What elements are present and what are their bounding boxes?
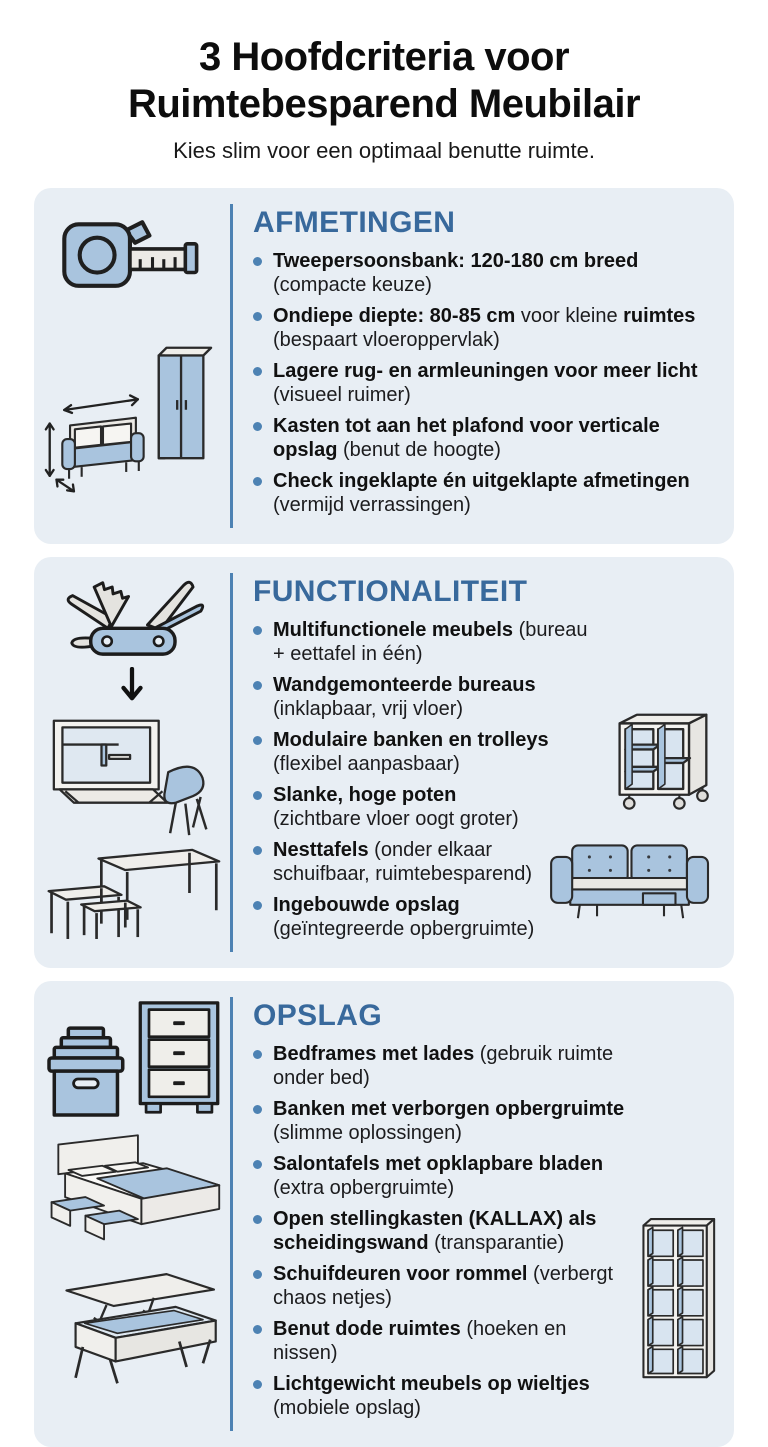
section-heading: AFMETINGEN bbox=[253, 205, 456, 239]
bullet-item bbox=[253, 1317, 626, 1365]
arrow-down-icon bbox=[119, 667, 145, 703]
bullet-text: Slanke, hoge poten (zichtbare vloer oogt groter) bbox=[273, 783, 519, 830]
bed-with-drawers-icon bbox=[38, 1131, 226, 1253]
bullet-item bbox=[253, 249, 716, 297]
bullet-item bbox=[253, 783, 538, 831]
page-subtitle: Kies slim voor een optimaal benutte ruimte. bbox=[173, 137, 595, 163]
swiss-army-knife-icon bbox=[48, 575, 216, 661]
title-line-2: Ruimtebesparend Meubilair bbox=[127, 81, 641, 126]
measuring-tape-icon bbox=[57, 212, 207, 292]
bullet-item bbox=[253, 618, 598, 666]
title-line-1: 3 Hoofdcriteria voor bbox=[198, 35, 570, 79]
bullet-text: Lichtgewicht meubels op wieltjes (mobiele opslag) bbox=[273, 1372, 590, 1419]
bullet-item bbox=[253, 469, 716, 517]
sofa-dimensions-icon bbox=[41, 384, 163, 496]
afmetingen-bullets bbox=[253, 249, 716, 517]
bullet-dot bbox=[253, 1215, 262, 1224]
section-afmetingen bbox=[34, 188, 734, 544]
bullet-text: Wandgemonteerde bureaus (inklapbaar, vrij vloer) bbox=[273, 673, 536, 720]
bullet-item bbox=[253, 304, 716, 352]
bullet-text: Modulaire banken en trolleys (flexibel aanpasbaar) bbox=[273, 728, 549, 775]
bullet-dot bbox=[253, 312, 262, 321]
bullet-dot bbox=[253, 736, 262, 745]
functionaliteit-illustrations bbox=[34, 557, 230, 968]
bullet-item bbox=[253, 673, 598, 721]
bullet-item bbox=[253, 414, 716, 462]
bullet-dot bbox=[253, 846, 262, 855]
bullet-dot bbox=[253, 626, 262, 635]
bullet-dot bbox=[253, 1380, 262, 1389]
bullet-text: Ingebouwde opslag (geïntegreerde opbergruimte) bbox=[273, 893, 535, 940]
bullet-dot bbox=[253, 681, 262, 690]
opslag-content bbox=[230, 997, 734, 1431]
bullet-text: Check ingeklapte én uitgeklapte afmetingen (vermijd verrassingen) bbox=[273, 469, 690, 516]
bullet-text: Multifunctionele meubels (bureau + eettafel in één) bbox=[273, 618, 588, 665]
bullet-dot bbox=[253, 791, 262, 800]
bullet-text: Banken met verborgen opbergruimte (slimme oplossingen) bbox=[273, 1097, 625, 1144]
section-heading: FUNCTIONALITEIT bbox=[253, 574, 528, 608]
shelf-trolley-icon bbox=[608, 708, 716, 814]
bullet-text: Open stellingkasten (KALLAX) als scheidingswand (transparantie) bbox=[273, 1207, 597, 1254]
kallax-shelf-icon bbox=[636, 1214, 716, 1386]
bullet-dot bbox=[253, 901, 262, 910]
bullet-text: Tweepersoonsbank: 120-180 cm breed (compacte keuze) bbox=[273, 249, 639, 296]
bullet-dot bbox=[253, 477, 262, 486]
bullet-dot bbox=[253, 1160, 262, 1169]
sofa-icon bbox=[546, 834, 716, 922]
section-heading: OPSLAG bbox=[253, 998, 383, 1032]
bullet-item bbox=[253, 1372, 626, 1420]
drawer-unit-icon bbox=[136, 999, 222, 1121]
bullet-text: Bedframes met lades (gebruik ruimte onder bed) bbox=[273, 1042, 614, 1089]
bullet-item bbox=[253, 1207, 626, 1255]
bullet-item bbox=[253, 1042, 626, 1090]
bullet-text: Schuifdeuren voor rommel (verbergt chaos netjes) bbox=[273, 1262, 614, 1309]
bullet-dot bbox=[253, 1050, 262, 1059]
bullet-dot bbox=[253, 1270, 262, 1279]
bullet-text: Benut dode ruimtes (hoeken en nissen) bbox=[273, 1317, 567, 1364]
bullet-dot bbox=[253, 1105, 262, 1114]
section-functionaliteit bbox=[34, 557, 734, 968]
functionaliteit-content bbox=[230, 573, 734, 952]
bullet-text: Lagere rug- en armleuningen voor meer licht (visueel ruimer) bbox=[273, 359, 698, 406]
bullet-dot bbox=[253, 257, 262, 266]
nesting-tables-icon bbox=[41, 845, 223, 941]
bullet-dot bbox=[253, 422, 262, 431]
bullet-dot bbox=[253, 367, 262, 376]
sofa-wardrobe-group bbox=[37, 340, 227, 498]
bullet-item bbox=[253, 1152, 626, 1200]
bullet-item bbox=[253, 893, 538, 941]
wall-desk-chair-icon bbox=[45, 715, 219, 837]
page-title bbox=[40, 34, 728, 128]
bullet-item bbox=[253, 1262, 626, 1310]
bullet-item bbox=[253, 728, 598, 776]
header bbox=[0, 0, 768, 164]
afmetingen-illustrations bbox=[34, 188, 230, 544]
bullet-text: Nesttafels (onder elkaar schuifbaar, ruimtebesparend) bbox=[273, 838, 533, 885]
storage-box-icon bbox=[42, 1023, 128, 1121]
bullet-item bbox=[253, 359, 716, 407]
box-drawer-group bbox=[42, 999, 222, 1121]
bullet-item bbox=[253, 1097, 626, 1145]
lift-top-table-icon bbox=[41, 1265, 223, 1387]
bullet-text: Kasten tot aan het plafond voor verticale opslag (benut de hoogte) bbox=[273, 414, 660, 461]
afmetingen-content bbox=[230, 204, 734, 528]
bullet-text: Ondiepe diepte: 80-85 cm voor kleine ruimtes (bespaart vloeroppervlak) bbox=[273, 304, 696, 351]
opslag-illustrations bbox=[34, 981, 230, 1447]
bullet-item bbox=[253, 838, 538, 886]
bullet-dot bbox=[253, 1325, 262, 1334]
bullet-text: Salontafels met opklapbare bladen (extra opbergruimte) bbox=[273, 1152, 604, 1199]
section-opslag bbox=[34, 981, 734, 1447]
